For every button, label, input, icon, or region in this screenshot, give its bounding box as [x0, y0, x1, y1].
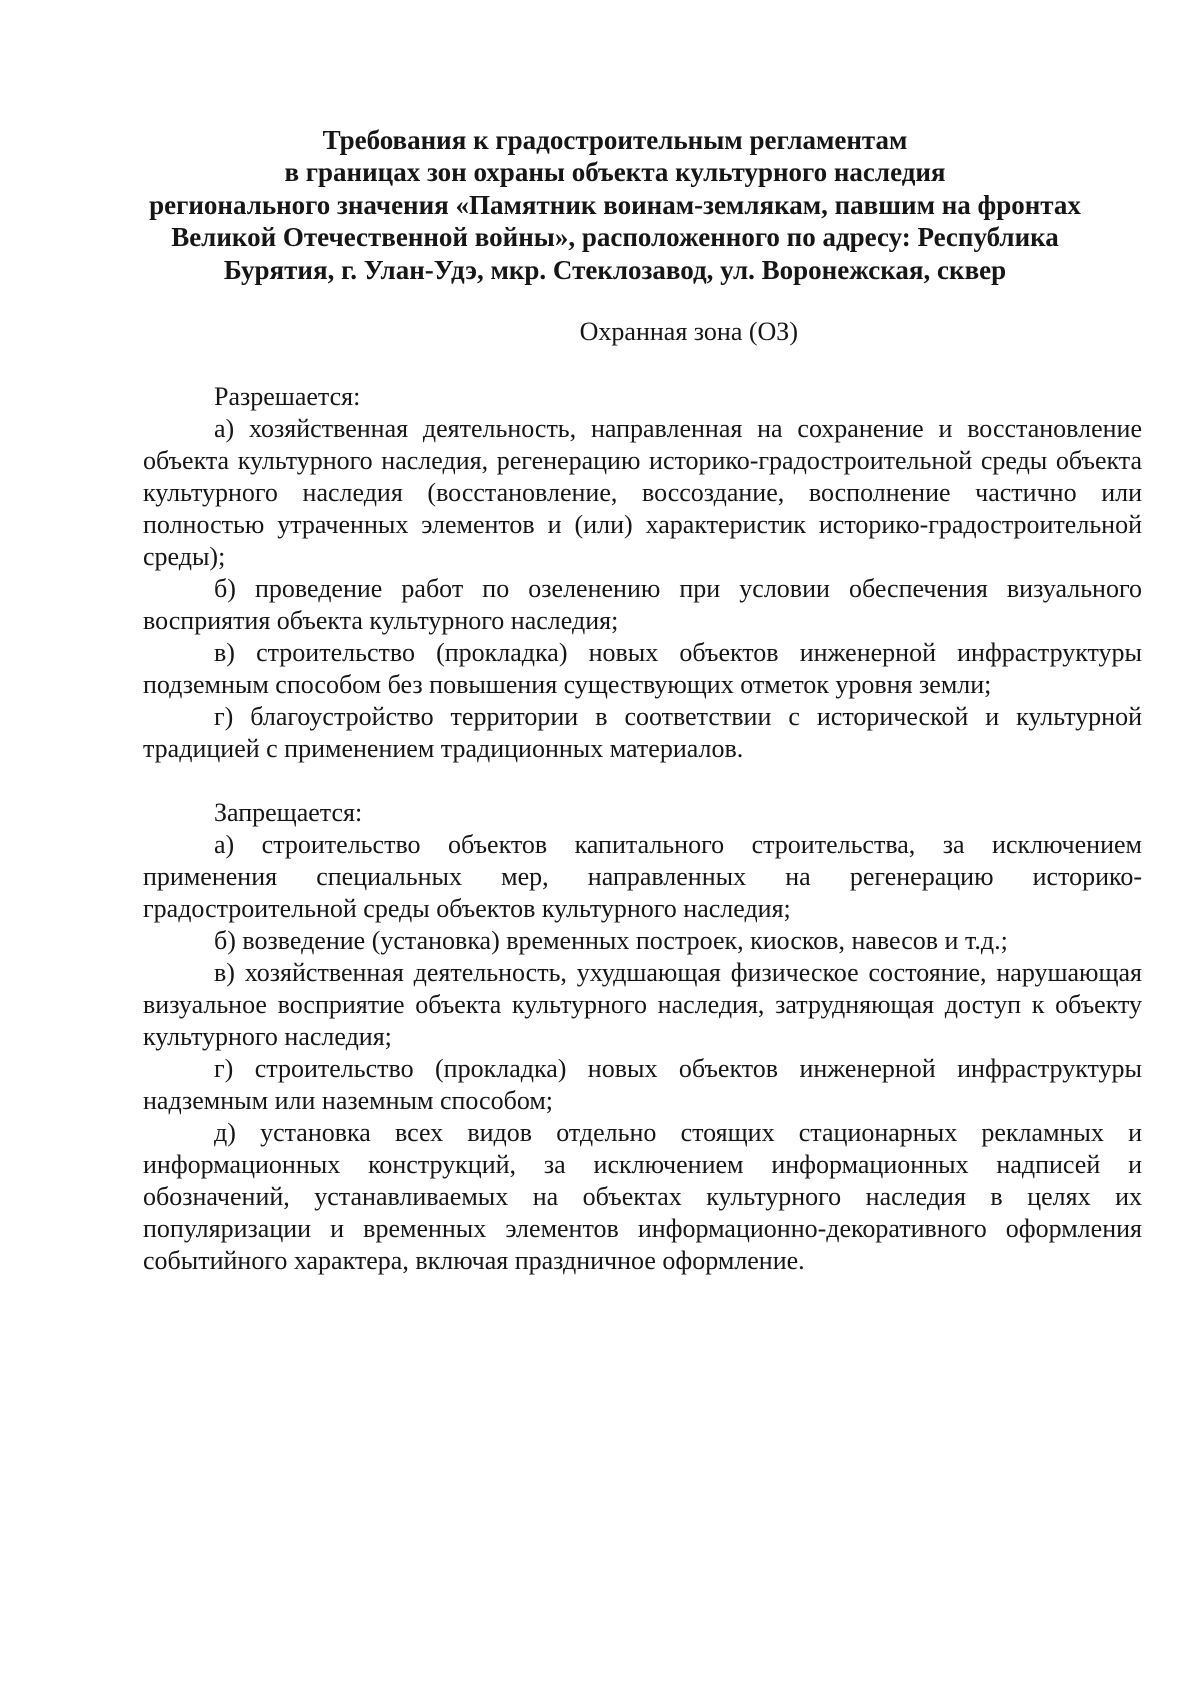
- forbidden-item: б) возведение (установка) временных построек, киосков, навесов и т.д.;: [214, 926, 1008, 955]
- forbidden-heading: Запрещается:: [214, 798, 363, 827]
- forbidden-section: [143, 797, 1142, 1277]
- allowed-item: б) проведение работ по озеленению при условии обеспечения визуального восприятия объекта культурного наследия;: [143, 574, 1142, 635]
- allowed-item: в) строительство (прокладка) новых объектов инженерной инфраструктуры подземным способом без повышения существующих отметок уровня земли;: [143, 638, 1142, 699]
- title-line: Требования к градостроительным регламентам: [322, 125, 908, 155]
- zone-label: Охранная зона (ОЗ): [579, 317, 798, 346]
- title-line: регионального значения «Памятник воинам-землякам, павшим на фронтах: [149, 189, 1081, 220]
- allowed-item: а) хозяйственная деятельность, направленная на сохранение и восстановление объекта культурного наследия, регенерацию историко-градостроительной среды объекта культурного наследия (восстановление, воссоздание, восполнение частично или полностью утраченных элементов и (или) характеристик историко-градостроительной среды);: [143, 414, 1142, 571]
- forbidden-item: в) хозяйственная деятельность, ухудшающая физическое состояние, нарушающая визуальное восприятие объекта культурного наследия, затрудняющая доступ к объекту культурного наследия;: [143, 958, 1142, 1051]
- forbidden-item: г) строительство (прокладка) новых объектов инженерной инфраструктуры надземным или наземным способом;: [143, 1054, 1142, 1115]
- document-title: [120, 124, 1110, 286]
- forbidden-item: д) установка всех видов отдельно стоящих стационарных рекламных и информационных конструкций, за исключением информационных надписей и обозначений, устанавливаемых на объектах культурного наследия в целях их популяризации и временных элементов информационно-декоративного оформления событийного характера, включая праздничное оформление.: [143, 1118, 1142, 1275]
- title-line: Бурятия, г. Улан-Удэ, мкр. Стеклозавод, ул. Воронежская, сквер: [223, 254, 1007, 285]
- title-line: Великой Отечественной войны», расположенного по адресу: Республика: [171, 222, 1059, 253]
- allowed-heading: Разрешается:: [214, 382, 361, 411]
- title-line: в границах зон охраны объекта культурного наследия: [284, 157, 946, 188]
- allowed-item: г) благоустройство территории в соответствии с исторической и культурной традицией с применением традиционных материалов.: [143, 702, 1142, 763]
- allowed-section: [143, 381, 1142, 765]
- forbidden-item: а) строительство объектов капитального строительства, за исключением применения специальных мер, направленных на регенерацию историко-градостроительной среды объектов культурного наследия;: [143, 830, 1142, 923]
